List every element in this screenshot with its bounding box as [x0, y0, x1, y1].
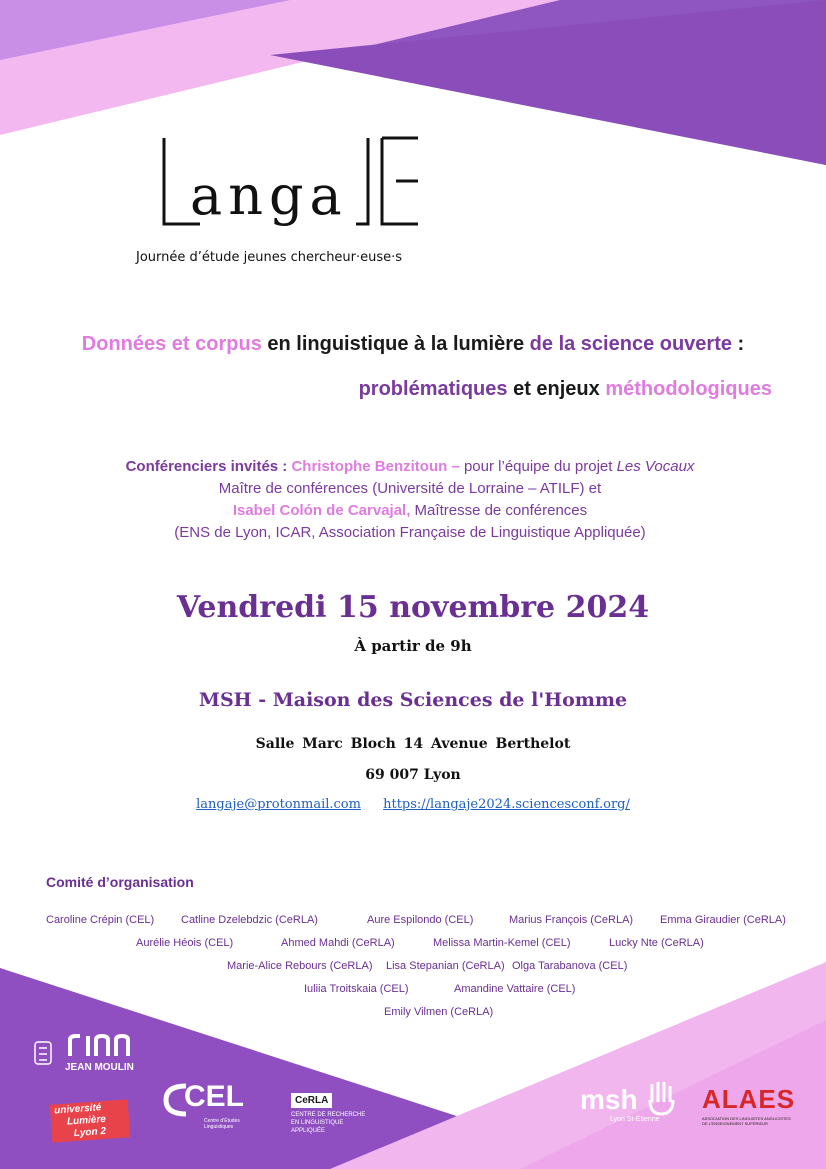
- alaes-sub-1: ASSOCIATION DES LINGUISTES ANGLICISTES: [702, 1116, 791, 1121]
- event-room: Salle Marc Bloch 14 Avenue Berthelot: [255, 736, 571, 752]
- lyon2-line3: Lyon 2: [73, 1125, 107, 1140]
- lyon2-line2: Lumière: [66, 1113, 107, 1128]
- crest-icon: [32, 1036, 54, 1074]
- speaker-2-role: Maîtresse de conférences: [410, 502, 588, 519]
- logo-alaes: [702, 1084, 806, 1128]
- speaker-1-role: pour l’équipe du projet: [463, 458, 617, 475]
- cel-text: CEL: [184, 1080, 244, 1113]
- cel-subtitle: Centre d’Études Linguistiques: [204, 1118, 240, 1130]
- event-links: [0, 797, 826, 812]
- alaes-text: ALAES: [702, 1084, 796, 1114]
- event-venue: MSH - Maison des Sciences de l'Homme: [198, 689, 628, 711]
- logo-jean-moulin: [32, 1034, 142, 1078]
- cerla-sub-2: EN LINGUISTIQUE: [291, 1120, 344, 1126]
- speaker-1-project: Les Vocaux: [616, 458, 695, 475]
- title-line-1: [0, 333, 826, 356]
- committee-member: Aurélie Héois (CEL): [136, 937, 234, 949]
- title-part: :: [732, 333, 745, 355]
- title-part: et enjeux: [507, 378, 606, 400]
- committee-member: Lucky Nte (CeRLA): [609, 937, 704, 949]
- cerla-sub-3: APPLIQUÉE: [291, 1128, 326, 1134]
- committee-member: Lisa Stepanian (CeRLA): [386, 960, 505, 972]
- msh-text: msh: [580, 1084, 638, 1115]
- committee-member: Marius François (CeRLA): [509, 914, 634, 926]
- committee-member: Catline Dzelebdzic (CeRLA): [181, 914, 318, 926]
- langaje-logo: [160, 130, 430, 240]
- lyon2-line1: université: [53, 1102, 102, 1117]
- committee-member: Ahmed Mahdi (CeRLA): [281, 937, 395, 949]
- logo-msh: [580, 1080, 684, 1128]
- title-line-2: [359, 378, 772, 401]
- msh-subtitle: Lyon St-Étienne: [610, 1116, 660, 1123]
- speaker-1-affiliation: Maître de conférences (Université de Lorraine – ATILF) et: [218, 480, 602, 497]
- title-part: problématiques: [358, 378, 508, 400]
- jean-moulin-text: JEAN MOULIN: [65, 1062, 134, 1073]
- logo-cerla: [291, 1090, 391, 1142]
- title-part: méthodologiques: [605, 378, 772, 400]
- committee-member: Olga Tarabanova (CEL): [512, 960, 628, 972]
- committee-member: Aure Espilondo (CEL): [367, 914, 474, 926]
- speaker-2-name: Isabel Colón de Carvajal,: [232, 502, 411, 519]
- committee-member: Melissa Martin-Kemel (CEL): [433, 937, 571, 949]
- title-part: de la science ouverte: [529, 333, 732, 355]
- committee-member: Emily Vilmen (CeRLA): [384, 1006, 494, 1018]
- committee-member: Caroline Crépin (CEL): [46, 914, 155, 926]
- website-link[interactable]: https://langaje2024.sciencesconf.org/: [383, 797, 630, 812]
- title-part: en linguistique à la lumière: [261, 333, 530, 355]
- speaker-1-name: Christophe Benzitoun –: [291, 458, 464, 475]
- hand-icon: [646, 1080, 676, 1116]
- committee-member: Marie-Alice Rebours (CeRLA): [227, 960, 373, 972]
- title-part: Données et corpus: [81, 333, 262, 355]
- alaes-sub-2: DE L’ENSEIGNEMENT SUPÉRIEUR: [702, 1121, 768, 1126]
- speakers-block: [60, 456, 760, 544]
- cerla-text: CeRLA: [291, 1093, 332, 1108]
- speakers-label: Conférenciers invités :: [125, 458, 292, 475]
- logo-letters: anga: [190, 164, 348, 227]
- committee-member: Emma Giraudier (CeRLA): [660, 914, 786, 926]
- event-time: À partir de 9h: [354, 637, 472, 655]
- email-link[interactable]: langaje@protonmail.com: [196, 797, 361, 812]
- speaker-line-1: [60, 456, 760, 478]
- event-city: 69 007 Lyon: [365, 767, 461, 783]
- logo-subtitle: Journée d’étude jeunes chercheur·euse·s: [136, 250, 403, 265]
- committee-title: Comité d’organisation: [46, 874, 194, 890]
- speaker-2-affiliation: (ENS de Lyon, ICAR, Association Française de Linguistique Appliquée): [174, 524, 646, 541]
- logo-lyon2: [50, 1099, 130, 1142]
- logo-cel: [162, 1078, 262, 1130]
- committee-member: Iuliia Troitskaia (CEL): [304, 983, 409, 995]
- cerla-sub-1: CENTRE DE RECHERCHE: [291, 1112, 366, 1118]
- speaker-line-2: [60, 500, 760, 522]
- jean-moulin-mark-icon: [66, 1034, 132, 1058]
- event-date: Vendredi 15 novembre 2024: [176, 590, 650, 625]
- committee-member: Amandine Vattaire (CEL): [454, 983, 576, 995]
